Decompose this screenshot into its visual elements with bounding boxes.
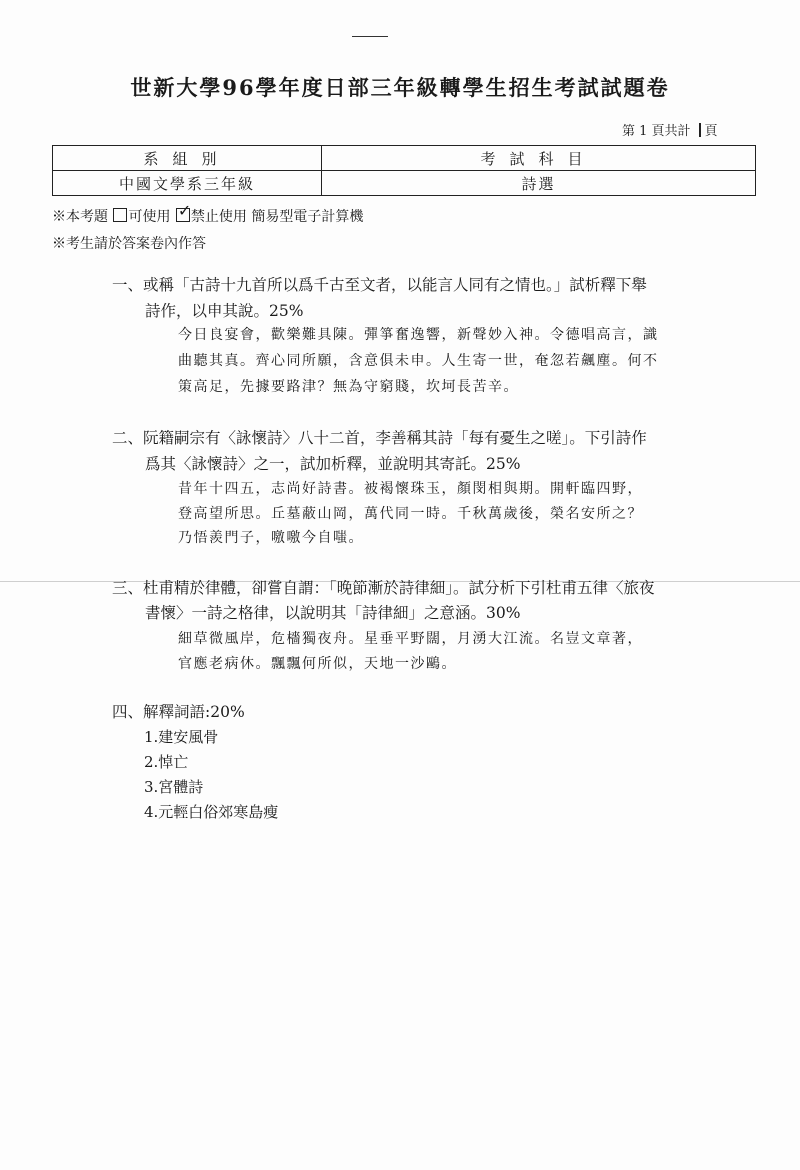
dept-header: 系組別 bbox=[53, 146, 322, 171]
question-2-poem-line: 昔年十四五，志尚好詩書。被褐懷珠玉，顏閔相與期。開軒臨四野， bbox=[178, 481, 643, 497]
question-3-cont: 書懷〉一詩之格律，以說明其「詩律細」之意涵。30% bbox=[145, 604, 521, 622]
question-3-lead: 三、杜甫精於律體，卻嘗自謂：「晚節漸於詩律細」。試分析下引杜甫五律〈旅夜 bbox=[112, 579, 655, 597]
question-1-poem-line: 今日良宴會，歡樂難具陳。彈箏奮逸響，新聲妙入神。令德唱高言，識 bbox=[178, 327, 659, 343]
question-1-lead: 一、或稱「古詩十九首所以爲千古至文者，以能言人同有之情也。」試析釋下舉 bbox=[112, 276, 647, 294]
calc-suffix: 簡易型電子計算機 bbox=[251, 209, 364, 225]
question-3-poem-line: 官應老病休。飄飄何所似，天地一沙鷗。 bbox=[178, 656, 457, 672]
question-4-item: 4.元輕白俗郊寒島瘦 bbox=[144, 803, 279, 821]
question-4-item: 2.悼亡 bbox=[144, 753, 189, 771]
calc-forbidden-label: 禁止使用 bbox=[190, 209, 247, 225]
question-1-cont: 詩作，以申其說。25% bbox=[145, 302, 304, 320]
exam-title: 世新大學96學年度日部三年級轉學生招生考試試題卷 bbox=[130, 75, 670, 100]
question-2-poem-line: 乃悟羨門子，噭噭今自嗤。 bbox=[178, 530, 364, 546]
question-1-poem-line: 策高足，先據要路津？無為守窮賤，坎坷長苦辛。 bbox=[178, 379, 519, 395]
question-3-poem-line: 細草微風岸，危檣獨夜舟。星垂平野闊，月湧大江流。名豈文章著， bbox=[178, 631, 643, 647]
calc-prefix: ※本考題 bbox=[52, 209, 108, 225]
calc-allowed-checkbox bbox=[113, 208, 127, 222]
question-4-item: 3.宮體詩 bbox=[144, 778, 204, 796]
dept-value: 中國文學系三年級 bbox=[53, 171, 322, 196]
question-2-lead: 二、阮籍嗣宗有〈詠懷詩〉八十二首，李善稱其詩「每有憂生之嗟」。下引詩作 bbox=[112, 429, 647, 447]
question-4-lead: 四、解釋詞語:20% bbox=[112, 703, 245, 721]
exam-info-table bbox=[52, 145, 756, 196]
page-count-handwritten bbox=[699, 123, 701, 137]
question-2-poem-line: 登高望所思。丘墓蔽山岡，萬代同一時。千秋萬歲後，榮名安所之？ bbox=[178, 506, 643, 522]
question-2-cont: 爲其〈詠懷詩〉之一，試加析釋，並說明其寄託。25% bbox=[145, 455, 521, 473]
calc-allowed-label: 可使用 bbox=[128, 209, 171, 225]
page-info-unit: 頁 bbox=[704, 124, 718, 139]
subject-value: 詩選 bbox=[322, 171, 756, 196]
page-top-mark bbox=[352, 36, 388, 37]
calculator-note bbox=[52, 206, 363, 226]
answer-note: ※考生請於答案卷內作答 bbox=[52, 236, 206, 252]
question-4-item: 1.建安風骨 bbox=[144, 728, 219, 746]
question-1-poem-line: 曲聽其真。齊心同所願，含意俱未申。人生寄一世，奄忽若飆塵。何不 bbox=[178, 353, 659, 369]
calc-forbidden-checkbox bbox=[176, 208, 190, 222]
subject-header: 考試科目 bbox=[322, 146, 756, 171]
page-info bbox=[622, 120, 718, 139]
page-info-text: 第 1 頁共計 bbox=[622, 124, 691, 139]
